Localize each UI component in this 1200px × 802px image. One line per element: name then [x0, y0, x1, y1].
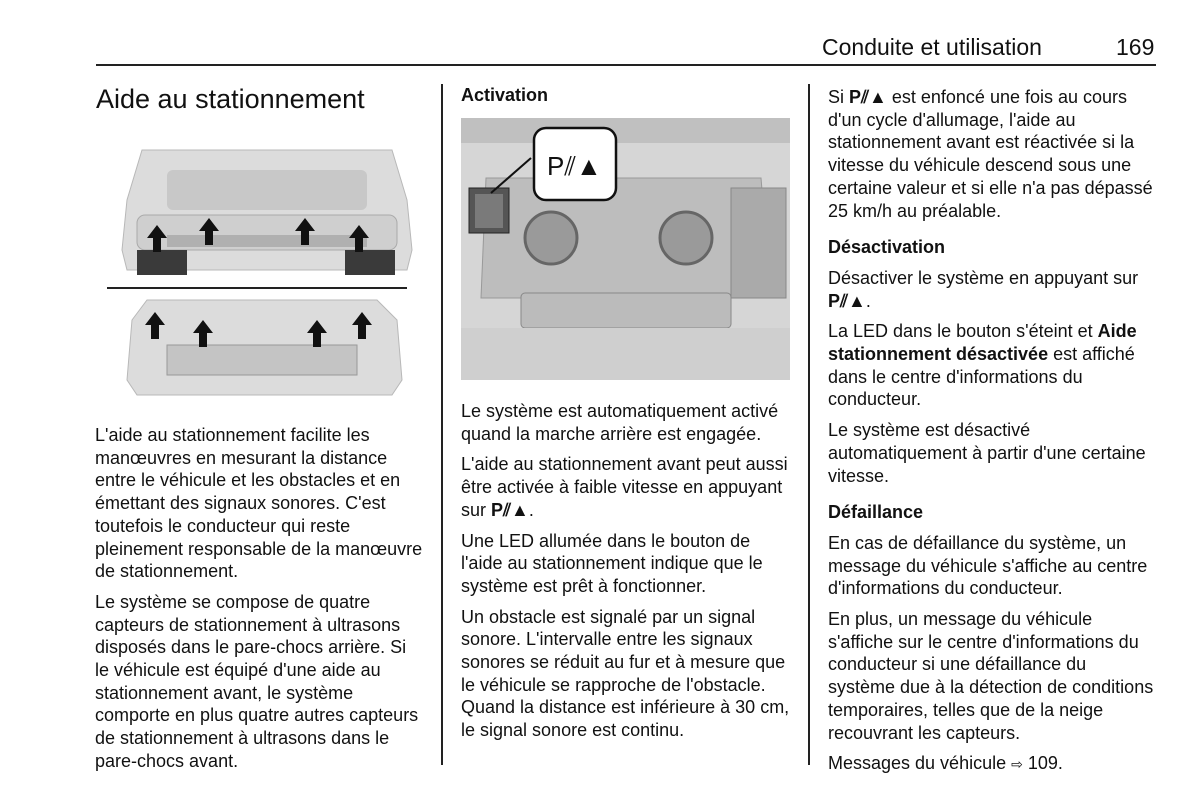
paragraph-intro: L'aide au stationnement facilite les manœuvres en mesurant la distance entre le véhicule et les obstacles et en émettant des signaux sonores. C'est toutefois le conducteur qui reste pleinement responsable de la manœuvre de stationnement. [95, 425, 423, 582]
paragraph-failure-2: En plus, un message du véhicule s'affiche sur le centre d'informations du conducteur si une défaillance du système due à la détection de conditions temporaires, telles que de la neige recouvrant les capteurs. [828, 609, 1154, 743]
ref-arrow-icon: ⇨ [1011, 756, 1023, 773]
paragraph-reactivation: Si P⫽▲ est enfoncé une fois au cours d'un cycle d'allumage, l'aide au stationnement avant est réactivée si la vitesse du véhicule descend sous une certaine valeur et si elle n'a pas dépassé 25 km/h au préalable. [828, 87, 1153, 221]
park-assist-icon: P⫽▲ [491, 499, 529, 520]
park-assist-icon: P⫽▲ [828, 290, 866, 311]
paragraph-front-activation: L'aide au stationnement avant peut aussi être activée à faible vitesse en appuyant sur P⫽▲. [461, 454, 788, 520]
paragraph-auto-deactivate: Le système est désactivé automatiquement à partir d'une certaine vitesse. [828, 420, 1146, 486]
park-assist-icon: P⫽▲ [849, 87, 887, 107]
column-2-body [461, 400, 791, 750]
park-assist-icon: P⫽▲ [547, 151, 602, 181]
paragraph-sensors: Le système se compose de quatre capteurs de stationnement à ultrasons disposés dans le pare-chocs arrière. Si le véhicule est équipé d'une aide au stationnement avant, le système comporte en plus quatre autres capteurs de stationnement à ultrasons dans le pare-chocs avant. [95, 591, 419, 771]
column-divider-1 [441, 84, 443, 765]
heading-deactivation: Désactivation [828, 237, 946, 258]
paragraph-deactivate: Désactiver le système en appuyant sur P⫽▲. [828, 267, 1139, 311]
dashboard-button-figure [461, 118, 790, 380]
heading-failure: Défaillance [828, 502, 924, 523]
column-2 [461, 84, 791, 115]
column-divider-2 [808, 84, 810, 765]
section-title: Aide au stationnement [96, 84, 365, 114]
running-header-title: Conduite et utilisation [822, 34, 1042, 60]
paragraph-led-off: La LED dans le bouton s'éteint et Aide stationnement désactivée est affiché dans le centre d'informations du conducteur. [828, 321, 1137, 410]
bumper-sensor-figure [107, 140, 425, 398]
paragraph-messages-ref: Messages du véhicule ⇨ 109. [828, 753, 1063, 774]
paragraph-auto-activation: Le système est automatiquement activé quand la marche arrière est engagée. [461, 401, 779, 444]
paragraph-signal: Un obstacle est signalé par un signal sonore. L'intervalle entre les signaux sonores se réduit au fur et à mesure que le véhicule se rapproche de l'obstacle. Quand la distance est inférieure à 30 cm, le signal sonore est continu. [461, 606, 790, 741]
column-1 [95, 424, 425, 781]
paragraph-failure-1: En cas de défaillance du système, un message du véhicule s'affiche au centre d'informations du conducteur. [828, 532, 1148, 599]
paragraph-led: Une LED allumée dans le bouton de l'aide au stationnement indique que le système est prêt à fonctionner. [461, 530, 763, 596]
page-number: 169 [1116, 34, 1155, 60]
heading-activation: Activation [461, 85, 549, 105]
column-3 [828, 86, 1158, 784]
header-divider [96, 64, 1156, 66]
page-reference-link[interactable]: 109. [1027, 753, 1063, 774]
